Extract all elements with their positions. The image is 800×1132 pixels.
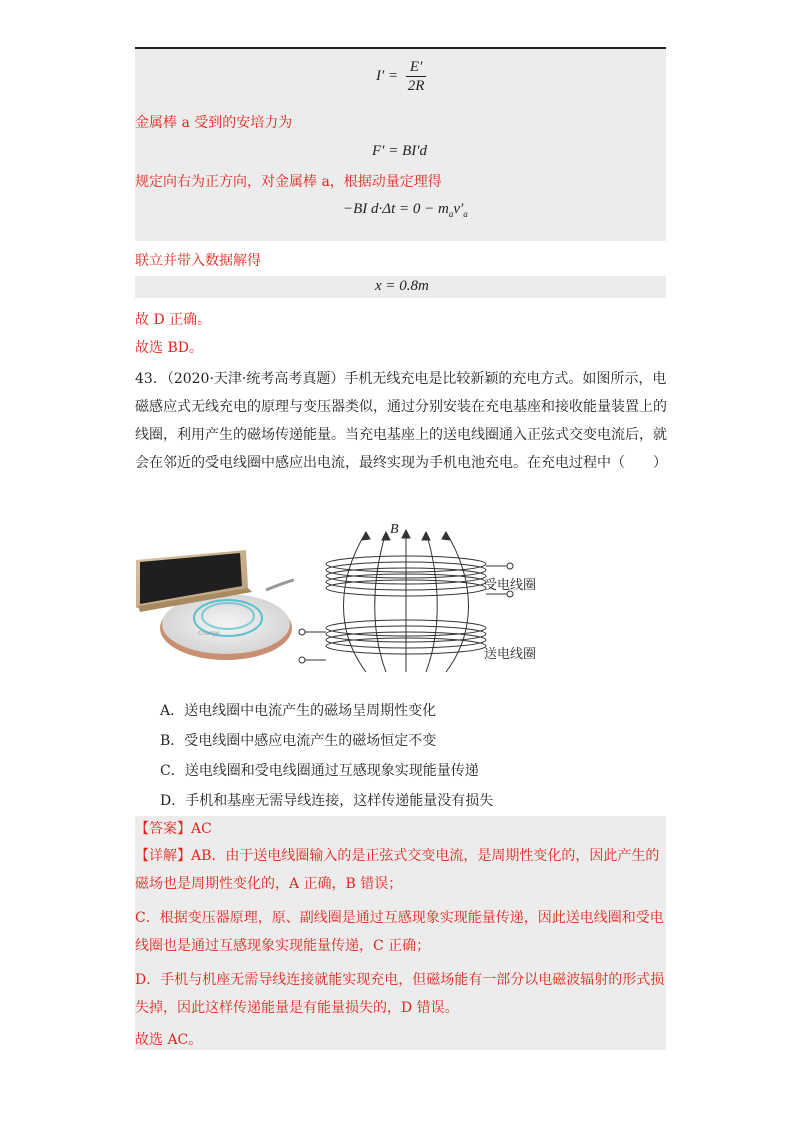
- detail-d: D．手机与机座无需导线连接就能实现充电，但磁场能有一部分以电磁波辐射的形式损失掉，因此这样传递能量是有能量损失的，D 错误。: [135, 972, 665, 1016]
- send-coil-label: 送电线圈: [484, 647, 537, 662]
- question-43: 43．（2020·天津·统考高考真题）手机无线充电是比较新颖的充电方式。如图所示，电磁感应式无线充电的原理与变压器类似，通过分别安装在充电基座和接收能量装置上的线圈，利用产生的磁场传递能量。当充电基座上的送电线圈通入正弦式交变电流后，就会在邻近的受电线圈中感应出电流，最终实现为手机电池充电。在充电过程中（ ）: [135, 371, 667, 471]
- equation-current: I′ = $\frac{E'}{2R}$: [376, 59, 425, 94]
- text-momentum-theorem: 规定向右为正方向，对金属棒 a，根据动量定理得: [135, 174, 442, 190]
- text-ampere-force: 金属棒 a 受到的安培力为: [135, 115, 293, 131]
- receive-coil-label: 受电线圈: [484, 578, 537, 593]
- detail-ab: 【详解】AB．由于送电线圈输入的是正弦式交变电流，是周期性变化的，因此产生的磁场也是周期性变化的，A 正确，B 错误；: [135, 848, 660, 892]
- answer-label: 【答案】AC: [135, 821, 212, 837]
- option-b: B．受电线圈中感应电流产生的磁场恒定不变: [160, 733, 437, 749]
- svg-text:Charge: Charge: [198, 630, 220, 637]
- equation-momentum: −BI $d\cdot\Delta t = 0 - m_av'_a$: [343, 201, 468, 219]
- text-choose-bd: 故选 BD。: [135, 340, 203, 356]
- detail-c: C．根据变压器原理，原、副线圈是通过互感现象实现能量传递，因此送电线圈和受电线圈也是通过互感现象实现能量传递，C 正确；: [135, 910, 664, 954]
- option-d: D．手机和基座无需导线连接，这样传递能量没有损失: [160, 793, 494, 809]
- text-d-correct: 故 D 正确。: [135, 312, 212, 328]
- equation-force: F′ = BI′d: [372, 143, 428, 159]
- final-choice: 故选 AC。: [135, 1032, 203, 1048]
- text-solve: 联立并带入数据解得: [135, 253, 261, 269]
- equation-result: x = 0.8m: [375, 278, 429, 294]
- option-a: A．送电线圈中电流产生的磁场呈周期性变化: [160, 703, 437, 719]
- wireless-charger-photo: [136, 540, 294, 664]
- fraction-numerator: E′: [406, 58, 426, 77]
- fraction-denominator: 2R: [407, 78, 425, 94]
- option-c: C．送电线圈和受电线圈通过互感现象实现能量传递: [160, 763, 479, 779]
- magnetic-field-label: B: [390, 522, 399, 537]
